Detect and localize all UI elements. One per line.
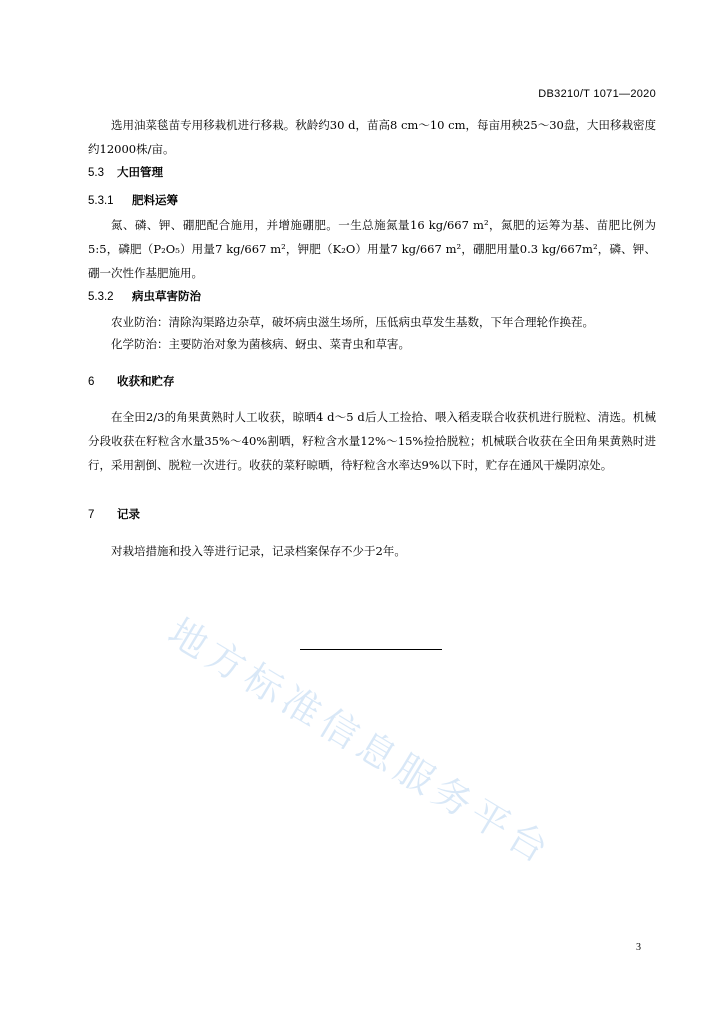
section-number: 7 — [88, 509, 95, 521]
document-code: DB3210/T 1071—2020 — [538, 88, 656, 100]
end-rule — [300, 649, 442, 650]
section-number: 5.3 — [88, 167, 104, 179]
section-number: 5.3.1 — [88, 195, 114, 207]
agricultural-control-paragraph: 农业防治：清除沟渠路边杂草，破坏病虫滋生场所，压低病虫草发生基数，下年合理轮作换茬。 — [111, 315, 594, 329]
transplant-paragraph: 选用油菜毯苗专用移栽机进行移栽。秋龄约30 d，苗高8 cm～10 cm，每亩用秧25～30盘，大田移栽密度约12000株/亩。 — [88, 118, 656, 156]
harvest-paragraph: 在全田2/3的角果黄熟时人工收获，晾晒4 d～5 d后人工捡拾、喂入稻麦联合收获机进行脱粒、清选。机械分段收获在籽粒含水量35%～40%割晒，籽粒含水量12%～15%捡拾脱粒；机械联合收获在全田角果黄熟时进行，采用割倒、脱粒一次进行。收获的菜籽晾晒，待籽粒含水率达9%以下时，贮存在通风干燥阴凉处。 — [88, 410, 656, 472]
chemical-control-paragraph: 化学防治：主要防治对象为菌核病、蚜虫、菜青虫和草害。 — [111, 337, 410, 351]
watermark: 地方标准信息服务平台 — [160, 609, 561, 875]
section-5-3-heading — [88, 164, 163, 180]
record-paragraph: 对栽培措施和投入等进行记录，记录档案保存不少于2年。 — [111, 544, 406, 558]
section-title: 记录 — [117, 507, 141, 521]
section-title: 肥料运筹 — [132, 193, 179, 207]
section-number: 6 — [88, 376, 95, 388]
section-6-heading — [88, 373, 175, 389]
page-number: 3 — [636, 942, 641, 953]
section-title: 病虫草害防治 — [132, 289, 202, 303]
section-title: 收获和贮存 — [117, 374, 175, 388]
section-5-3-2-heading — [88, 288, 201, 304]
section-7-heading — [88, 506, 140, 522]
fertilizer-paragraph: 氮、磷、钾、硼肥配合施用，并增施硼肥。一生总施氮量16 kg/667 m²，氮肥的运筹为基、苗肥比例为5:5，磷肥（P₂O₅）用量7 kg/667 m²，钾肥（K₂O）用量7 kg/667 m²，硼肥用量0.3 kg/667m²，磷、钾、硼一次性作基肥施用。 — [88, 218, 656, 280]
section-5-3-1-heading — [88, 192, 178, 208]
section-title: 大田管理 — [117, 165, 164, 179]
section-number: 5.3.2 — [88, 291, 114, 303]
